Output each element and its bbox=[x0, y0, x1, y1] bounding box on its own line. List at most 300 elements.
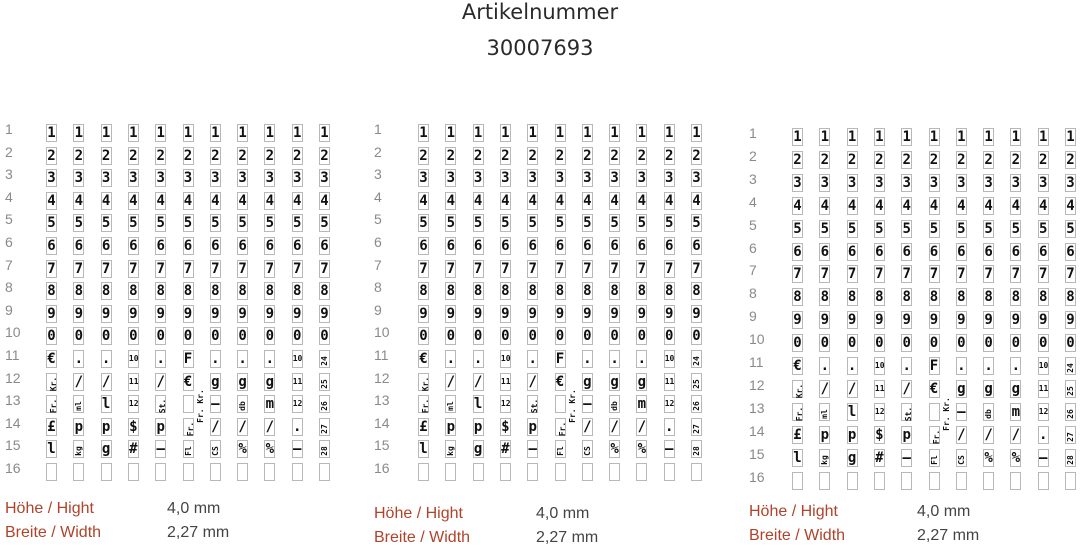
character-cell: 0 bbox=[664, 328, 674, 345]
character-cell: 2 bbox=[555, 147, 565, 164]
character-cell: Fr. bbox=[418, 395, 429, 413]
character-cell: 4 bbox=[847, 197, 857, 214]
character-cell: 4 bbox=[156, 192, 165, 209]
character-cell: 5 bbox=[473, 215, 483, 232]
character-cell bbox=[874, 472, 885, 490]
character-cell bbox=[445, 463, 456, 481]
character-cell: 5 bbox=[446, 215, 456, 232]
character-cell: 8 bbox=[692, 283, 701, 300]
character-cell: – bbox=[1038, 449, 1048, 466]
character-cell: 9 bbox=[664, 305, 674, 322]
character-cell: db bbox=[609, 395, 620, 413]
row-number: 1 bbox=[374, 121, 382, 137]
character-cell: 5 bbox=[875, 220, 884, 237]
character-cell: 0 bbox=[583, 328, 592, 345]
character-cell: 0 bbox=[637, 328, 647, 345]
character-cell: . bbox=[265, 351, 275, 367]
character-cell: 24 bbox=[691, 350, 702, 368]
character-cell: / bbox=[637, 418, 647, 435]
character-cell bbox=[292, 463, 303, 481]
character-cell: 8 bbox=[419, 283, 428, 300]
character-cell: 8 bbox=[74, 283, 84, 300]
character-cell: 2 bbox=[793, 151, 802, 168]
character-cell: g bbox=[610, 373, 619, 390]
character-cell: 25 bbox=[691, 373, 702, 391]
row-number: 10 bbox=[749, 331, 765, 348]
row-number: 8 bbox=[5, 279, 13, 296]
stamp-panel-1 bbox=[5, 0, 345, 541]
character-cell: 7 bbox=[473, 260, 483, 277]
character-cell: 1 bbox=[1011, 129, 1021, 145]
character-cell: St. bbox=[155, 395, 166, 413]
row-number: 4 bbox=[5, 188, 13, 205]
character-cell: . bbox=[664, 418, 674, 435]
character-cell: 7 bbox=[265, 260, 275, 277]
character-cell: 0 bbox=[875, 335, 884, 352]
character-cell: / bbox=[902, 380, 911, 397]
character-cell bbox=[500, 463, 511, 481]
character-cell: 9 bbox=[1011, 312, 1021, 329]
character-cell: g bbox=[473, 441, 483, 458]
character-cell: 11 bbox=[664, 373, 675, 391]
character-cell: 11 bbox=[874, 380, 885, 398]
character-cell bbox=[46, 463, 57, 481]
character-cell: Fr. Kr. bbox=[183, 395, 194, 413]
character-cell: 7 bbox=[902, 266, 911, 283]
character-cell bbox=[582, 463, 593, 481]
character-cell: p bbox=[101, 418, 111, 435]
character-cell: 9 bbox=[47, 305, 56, 322]
character-cell: l bbox=[419, 441, 428, 458]
character-cell: 5 bbox=[664, 215, 674, 232]
character-cell: . bbox=[637, 351, 647, 367]
character-cell: 1 bbox=[847, 129, 857, 145]
character-cell: 6 bbox=[692, 238, 701, 254]
row-number: 15 bbox=[749, 445, 765, 462]
character-cell: 8 bbox=[957, 289, 966, 306]
character-cell: . bbox=[101, 351, 111, 367]
character-cell: Kr. bbox=[418, 373, 429, 391]
character-cell: 12 bbox=[874, 403, 885, 421]
character-cell: 2 bbox=[47, 147, 56, 164]
width-label: Breite / Width bbox=[374, 529, 471, 546]
character-cell: 2 bbox=[902, 151, 911, 168]
character-cell: 9 bbox=[501, 305, 510, 322]
character-cell: Fl bbox=[183, 440, 194, 458]
character-cell: 5 bbox=[501, 215, 510, 232]
character-cell: 11 bbox=[128, 373, 139, 391]
character-cell: 3 bbox=[664, 170, 674, 187]
character-cell: $ bbox=[129, 418, 138, 435]
character-cell: 6 bbox=[446, 238, 456, 254]
row-number: 9 bbox=[749, 308, 757, 325]
character-cell: 1 bbox=[820, 129, 830, 145]
row-number: 2 bbox=[749, 147, 757, 164]
character-cell: 2 bbox=[692, 147, 701, 164]
character-cell: % bbox=[238, 441, 247, 458]
character-cell: Fr. bbox=[183, 418, 194, 436]
character-cell: CS bbox=[956, 449, 967, 467]
character-cell: m bbox=[637, 396, 647, 413]
character-cell: g bbox=[1011, 380, 1021, 397]
character-cell: 11 bbox=[1038, 380, 1049, 398]
row-number: 8 bbox=[374, 279, 382, 296]
character-cell: 3 bbox=[320, 170, 329, 187]
character-cell: ml bbox=[819, 403, 830, 421]
character-cell: 5 bbox=[74, 215, 84, 232]
character-cell: . bbox=[238, 351, 247, 367]
character-cell: 8 bbox=[211, 283, 220, 300]
character-cell: 6 bbox=[555, 238, 565, 254]
character-cell: 3 bbox=[501, 170, 510, 187]
character-cell: 2 bbox=[583, 147, 592, 164]
character-cell bbox=[319, 463, 330, 481]
character-cell: 3 bbox=[238, 170, 247, 187]
character-cell: 5 bbox=[528, 215, 537, 232]
row-number: 11 bbox=[749, 354, 764, 370]
character-cell: 4 bbox=[902, 197, 911, 214]
character-cell: 1 bbox=[1066, 129, 1075, 145]
character-cell: 9 bbox=[211, 305, 220, 322]
row-number: 11 bbox=[374, 347, 389, 363]
character-cell: 12 bbox=[664, 395, 675, 413]
character-cell: – bbox=[528, 441, 537, 458]
character-cell: 8 bbox=[984, 289, 993, 306]
character-cell: 2 bbox=[101, 147, 111, 164]
character-cell: 4 bbox=[637, 192, 647, 209]
character-cell: 1 bbox=[129, 125, 138, 141]
character-cell: 2 bbox=[265, 147, 275, 164]
character-cell: 9 bbox=[419, 305, 428, 322]
character-cell: p bbox=[74, 418, 84, 435]
character-cell: 5 bbox=[292, 215, 302, 232]
character-cell: / bbox=[528, 373, 537, 390]
character-cell: p bbox=[902, 426, 911, 443]
character-cell: 6 bbox=[1038, 243, 1048, 260]
character-cell: 5 bbox=[555, 215, 565, 232]
character-cell: 4 bbox=[47, 192, 56, 209]
character-cell: . bbox=[446, 351, 456, 367]
row-number: 10 bbox=[5, 324, 21, 341]
character-cell: 7 bbox=[320, 260, 329, 277]
stamp-panel-2 bbox=[374, 0, 714, 546]
row-number: 4 bbox=[749, 193, 757, 210]
character-cell: 8 bbox=[1066, 289, 1075, 306]
character-cell: / bbox=[211, 418, 220, 435]
character-cell: 2 bbox=[211, 147, 220, 164]
row-number: 13 bbox=[5, 392, 21, 409]
row-number: 12 bbox=[5, 369, 21, 386]
character-cell: € bbox=[793, 358, 802, 374]
character-cell: . bbox=[610, 351, 619, 367]
article-label: Artikelnummer bbox=[461, 0, 619, 24]
character-cell: 1 bbox=[610, 125, 619, 141]
character-cell: 0 bbox=[183, 328, 193, 345]
character-cell: 27 bbox=[691, 418, 702, 436]
character-cell: 7 bbox=[664, 260, 674, 277]
character-cell: 3 bbox=[101, 170, 111, 187]
character-cell: 7 bbox=[74, 260, 84, 277]
character-cell: . bbox=[820, 358, 830, 374]
character-cell: – bbox=[664, 441, 674, 458]
character-cell: 2 bbox=[1038, 151, 1048, 168]
character-cell: 6 bbox=[238, 238, 247, 254]
character-cell: 0 bbox=[74, 328, 84, 345]
character-cell: . bbox=[156, 351, 165, 367]
character-cell: 3 bbox=[929, 174, 939, 191]
width-label: Breite / Width bbox=[5, 524, 102, 541]
character-cell: 0 bbox=[47, 328, 56, 345]
character-cell: 1 bbox=[74, 125, 84, 141]
character-cell: 2 bbox=[156, 147, 165, 164]
character-cell: 7 bbox=[847, 266, 857, 283]
character-cell bbox=[210, 463, 221, 481]
row-number: 9 bbox=[5, 301, 13, 318]
character-cell bbox=[664, 463, 675, 481]
height-label: Höhe / Hight bbox=[5, 500, 94, 517]
character-cell: 5 bbox=[820, 220, 830, 237]
character-cell: g bbox=[238, 373, 247, 390]
character-cell: p bbox=[473, 418, 483, 435]
character-cell: # bbox=[875, 449, 884, 466]
character-cell: 12 bbox=[500, 395, 511, 413]
article-number: 30007693 bbox=[486, 36, 594, 60]
character-cell: 4 bbox=[984, 197, 993, 214]
character-cell bbox=[555, 463, 566, 481]
character-cell: 1 bbox=[238, 125, 247, 141]
character-cell: 3 bbox=[129, 170, 138, 187]
character-cell: . bbox=[847, 358, 857, 374]
character-cell: 4 bbox=[610, 192, 619, 209]
character-cell: € bbox=[929, 380, 939, 397]
character-cell: 1 bbox=[528, 125, 537, 141]
character-cell: 6 bbox=[320, 238, 329, 254]
character-cell: 7 bbox=[446, 260, 456, 277]
character-cell: 8 bbox=[820, 289, 830, 306]
character-cell: 0 bbox=[610, 328, 619, 345]
character-cell: 3 bbox=[156, 170, 165, 187]
character-cell: l bbox=[847, 403, 857, 420]
character-cell: 27 bbox=[319, 418, 330, 436]
character-cell: 6 bbox=[929, 243, 939, 260]
character-cell: $ bbox=[501, 418, 510, 435]
character-cell: 9 bbox=[528, 305, 537, 322]
character-cell: 9 bbox=[183, 305, 193, 322]
character-cell: 0 bbox=[528, 328, 537, 345]
row-number: 14 bbox=[5, 414, 21, 431]
character-cell: 7 bbox=[555, 260, 565, 277]
character-cell: . bbox=[583, 351, 592, 367]
character-cell: 4 bbox=[419, 192, 428, 209]
character-cell: 9 bbox=[610, 305, 619, 322]
character-cell bbox=[473, 463, 484, 481]
character-cell: 2 bbox=[984, 151, 993, 168]
character-cell: 6 bbox=[957, 243, 966, 260]
character-cell bbox=[183, 463, 194, 481]
character-cell: 0 bbox=[129, 328, 138, 345]
character-cell: . bbox=[1011, 358, 1021, 374]
character-cell bbox=[527, 463, 538, 481]
character-cell: 5 bbox=[1011, 220, 1021, 237]
character-cell: 7 bbox=[501, 260, 510, 277]
height-value: 4,0 mm bbox=[917, 503, 971, 520]
character-cell: 8 bbox=[875, 289, 884, 306]
character-cell: 3 bbox=[583, 170, 592, 187]
character-cell: 0 bbox=[957, 335, 966, 352]
character-cell: . bbox=[957, 358, 966, 374]
character-cell: 8 bbox=[929, 289, 939, 306]
character-cell: / bbox=[820, 380, 830, 397]
character-cell: 1 bbox=[692, 125, 701, 141]
character-cell: 11 bbox=[500, 373, 511, 391]
character-cell: 0 bbox=[1011, 335, 1021, 352]
character-cell: 7 bbox=[129, 260, 138, 277]
character-cell: £ bbox=[47, 418, 56, 435]
character-cell: 4 bbox=[473, 192, 483, 209]
character-cell bbox=[691, 463, 702, 481]
character-cell: 3 bbox=[957, 174, 966, 191]
character-cell: 8 bbox=[1038, 289, 1048, 306]
character-cell: 3 bbox=[902, 174, 911, 191]
character-cell: 8 bbox=[238, 283, 247, 300]
character-cell: 1 bbox=[320, 125, 329, 141]
character-cell: l bbox=[47, 441, 56, 458]
character-cell: m bbox=[265, 396, 275, 413]
character-cell: 1 bbox=[875, 129, 884, 145]
character-cell: 3 bbox=[1011, 174, 1021, 191]
character-cell: 0 bbox=[1066, 335, 1075, 352]
character-cell: % bbox=[610, 441, 619, 458]
character-cell: 9 bbox=[637, 305, 647, 322]
character-cell: 6 bbox=[984, 243, 993, 260]
character-cell bbox=[609, 463, 620, 481]
character-cell: % bbox=[265, 441, 275, 458]
character-cell: 10 bbox=[128, 350, 139, 368]
character-cell bbox=[819, 472, 830, 490]
character-cell: 0 bbox=[419, 328, 428, 345]
character-cell: 0 bbox=[1038, 335, 1048, 352]
row-number: 12 bbox=[749, 376, 765, 393]
character-cell: 9 bbox=[793, 312, 802, 329]
character-cell: 1 bbox=[446, 125, 456, 141]
character-cell: 5 bbox=[637, 215, 647, 232]
character-cell: 6 bbox=[637, 238, 647, 254]
height-value: 4,0 mm bbox=[536, 505, 590, 522]
character-cell: 9 bbox=[847, 312, 857, 329]
character-cell: 4 bbox=[320, 192, 329, 209]
character-cell: – bbox=[583, 396, 592, 413]
character-cell: 1 bbox=[555, 125, 565, 141]
character-cell: 12 bbox=[128, 395, 139, 413]
character-cell: € bbox=[555, 373, 565, 390]
character-cell: 0 bbox=[292, 328, 302, 345]
character-cell bbox=[73, 463, 84, 481]
character-cell: 0 bbox=[265, 328, 275, 345]
row-number: 5 bbox=[5, 211, 13, 228]
character-cell: 2 bbox=[610, 147, 619, 164]
character-cell: p bbox=[156, 418, 165, 435]
character-cell: 7 bbox=[692, 260, 701, 277]
character-cell: 6 bbox=[902, 243, 911, 260]
character-cell: 5 bbox=[238, 215, 247, 232]
character-cell: 4 bbox=[1038, 197, 1048, 214]
character-cell: kg bbox=[445, 440, 456, 458]
character-cell: 12 bbox=[292, 395, 303, 413]
character-cell: 1 bbox=[929, 129, 939, 145]
character-cell: / bbox=[238, 418, 247, 435]
row-number: 15 bbox=[374, 437, 390, 454]
character-cell: 7 bbox=[183, 260, 193, 277]
stamp-panel-3 bbox=[749, 0, 1089, 544]
character-cell: 25 bbox=[319, 373, 330, 391]
row-number: 16 bbox=[374, 460, 390, 476]
character-cell: Fl bbox=[929, 449, 940, 467]
character-cell: . bbox=[473, 351, 483, 367]
spec-legend bbox=[749, 503, 1089, 549]
character-cell: 9 bbox=[238, 305, 247, 322]
character-cell: 9 bbox=[555, 305, 565, 322]
character-cell: 2 bbox=[847, 151, 857, 168]
character-cell: 4 bbox=[583, 192, 592, 209]
character-cell: 1 bbox=[211, 125, 220, 141]
character-cell: 0 bbox=[446, 328, 456, 345]
row-number: 13 bbox=[749, 399, 765, 416]
row-number: 16 bbox=[749, 468, 765, 485]
character-cell: 24 bbox=[319, 350, 330, 368]
character-cell: 4 bbox=[129, 192, 138, 209]
width-value: 2,27 mm bbox=[917, 527, 980, 544]
character-cell: / bbox=[847, 380, 857, 397]
character-cell: 5 bbox=[211, 215, 220, 232]
character-cell: 4 bbox=[555, 192, 565, 209]
character-cell: 0 bbox=[101, 328, 111, 345]
character-cell: 4 bbox=[929, 197, 939, 214]
character-cell: 7 bbox=[419, 260, 428, 277]
character-cell bbox=[636, 463, 647, 481]
character-cell: 4 bbox=[446, 192, 456, 209]
character-cell: Fl bbox=[555, 440, 566, 458]
character-cell: 6 bbox=[101, 238, 111, 254]
character-cell: – bbox=[292, 441, 302, 458]
character-cell: 7 bbox=[984, 266, 993, 283]
character-cell: 0 bbox=[473, 328, 483, 345]
spec-legend bbox=[374, 505, 714, 551]
character-cell: 1 bbox=[183, 125, 193, 141]
character-cell: 9 bbox=[74, 305, 84, 322]
character-cell: 2 bbox=[292, 147, 302, 164]
character-cell: 2 bbox=[238, 147, 247, 164]
character-cell: 6 bbox=[583, 238, 592, 254]
character-cell: 1 bbox=[101, 125, 111, 141]
character-cell: g bbox=[583, 373, 592, 390]
row-number: 11 bbox=[5, 347, 20, 363]
character-cell: 3 bbox=[528, 170, 537, 187]
character-cell: 8 bbox=[320, 283, 329, 300]
character-cell: 5 bbox=[1038, 220, 1048, 237]
character-cell: 3 bbox=[419, 170, 428, 187]
character-cell: 7 bbox=[101, 260, 111, 277]
character-cell: 26 bbox=[691, 395, 702, 413]
character-cell: – bbox=[156, 441, 165, 458]
character-cell: – bbox=[957, 403, 966, 420]
character-cell bbox=[847, 472, 858, 490]
character-cell: 7 bbox=[875, 266, 884, 283]
character-cell: 27 bbox=[1065, 426, 1076, 444]
character-cell bbox=[418, 463, 429, 481]
character-cell: 2 bbox=[875, 151, 884, 168]
character-cell: 4 bbox=[292, 192, 302, 209]
character-cell bbox=[237, 463, 248, 481]
